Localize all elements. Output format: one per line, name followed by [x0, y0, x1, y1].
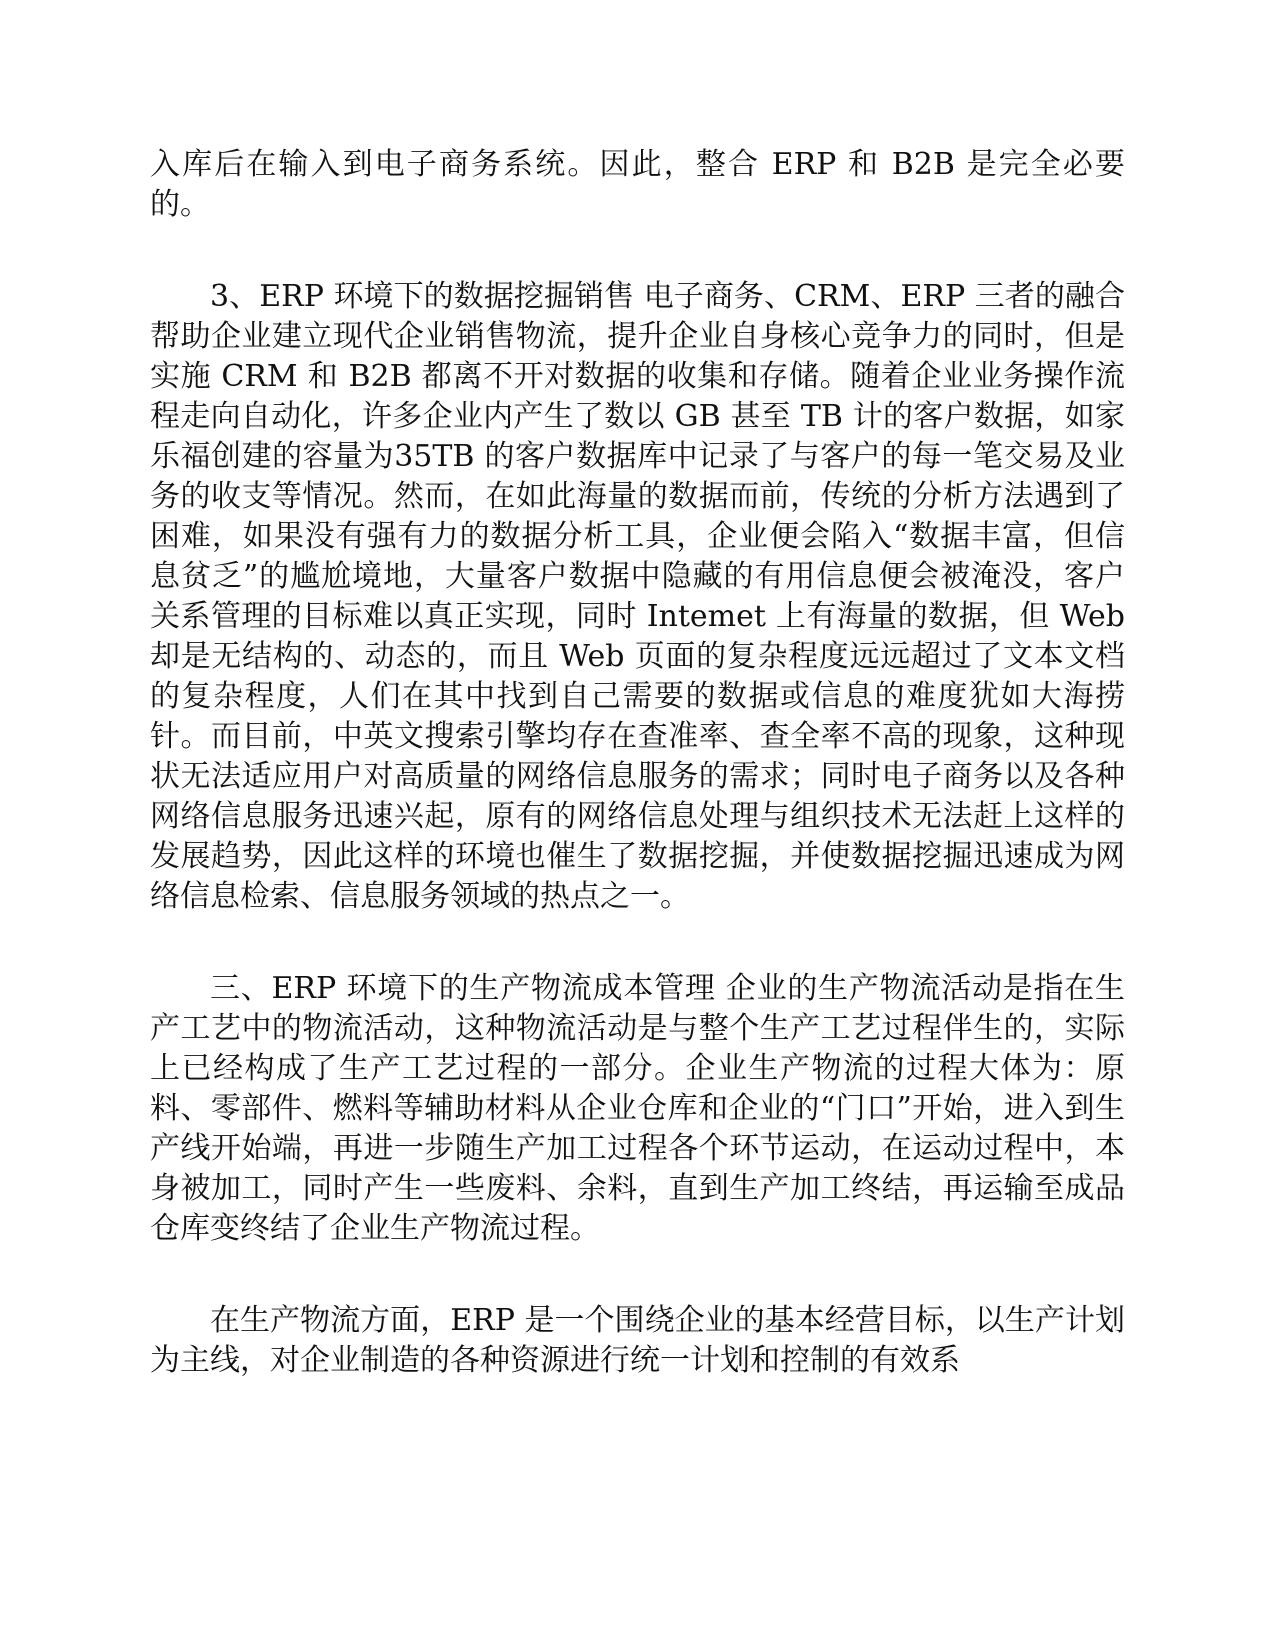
paragraph-production-logistics: 三、ERP 环境下的生产物流成本管理 企业的生产物流活动是指在生产工艺中的物流活动，这种物流活动是与整个生产工艺过程伴生的，实际上已经构成了生产工艺过程的一部分。企业生产物流的过程大体为：原料、零部件、燃料等辅助材料从企业仓库和企业的“门口”开始，进入到生产线开始端，再进一步随生产加工过程各个环节运动，在运动过程中，本身被加工，同时产生一些废料、余料，直到生产加工终结，再运输至成品仓库变终结了企业生产物流过程。 — [150, 971, 1125, 1246]
document-body — [150, 145, 1125, 1433]
paragraph-data-mining: 3、ERP 环境下的数据挖掘销售 电子商务、CRM、ERP 三者的融合帮助企业建立现代企业销售物流，提升企业自身核心竞争力的同时，但是实施 CRM 和 B2B 都离不开对数据的收集和存储。随着企业业务操作流程走向自动化，许多企业内产生了数以 GB 甚至 TB 计的客户数据，如家乐福创建的容量为35TB 的客户数据库中记录了与客户的每一笔交易及业务的收支等情况。然而，在如此海量的数据而前，传统的分析方法遇到了困难，如果没有强有力的数据分析工具，企业便会陷入“数据丰富，但信息贫乏”的尴尬境地，大量客户数据中隐藏的有用信息便会被淹没，客户关系管理的目标难以真正实现，同时 Intemet 上有海量的数据，但 Web 却是无结构的、动态的，而且 Web 页面的复杂程度远远超过了文本文档的复杂程度，人们在其中找到自己需要的数据或信息的难度犹如大海捞针。而目前，中英文搜索引擎均存在查准率、查全率不高的现象，这种现状无法适应用户对高质量的网络信息服务的需求；同时电子商务以及各种网络信息服务迅速兴起，原有的网络信息处理与组织技术无法赶上这样的发展趋势，因此这样的环境也催生了数据挖掘，并使数据挖掘迅速成为网络信息检索、信息服务领域的热点之一。 — [150, 279, 1125, 914]
paragraph-intro: 入库后在输入到电子商务系统。因此，整合 ERP 和 B2B 是完全必要的。 — [150, 147, 1125, 222]
paragraph-erp-production: 在生产物流方面，ERP 是一个围绕企业的基本经营目标，以生产计划为主线，对企业制造的各种资源进行统一计划和控制的有效系 — [150, 1303, 1125, 1378]
